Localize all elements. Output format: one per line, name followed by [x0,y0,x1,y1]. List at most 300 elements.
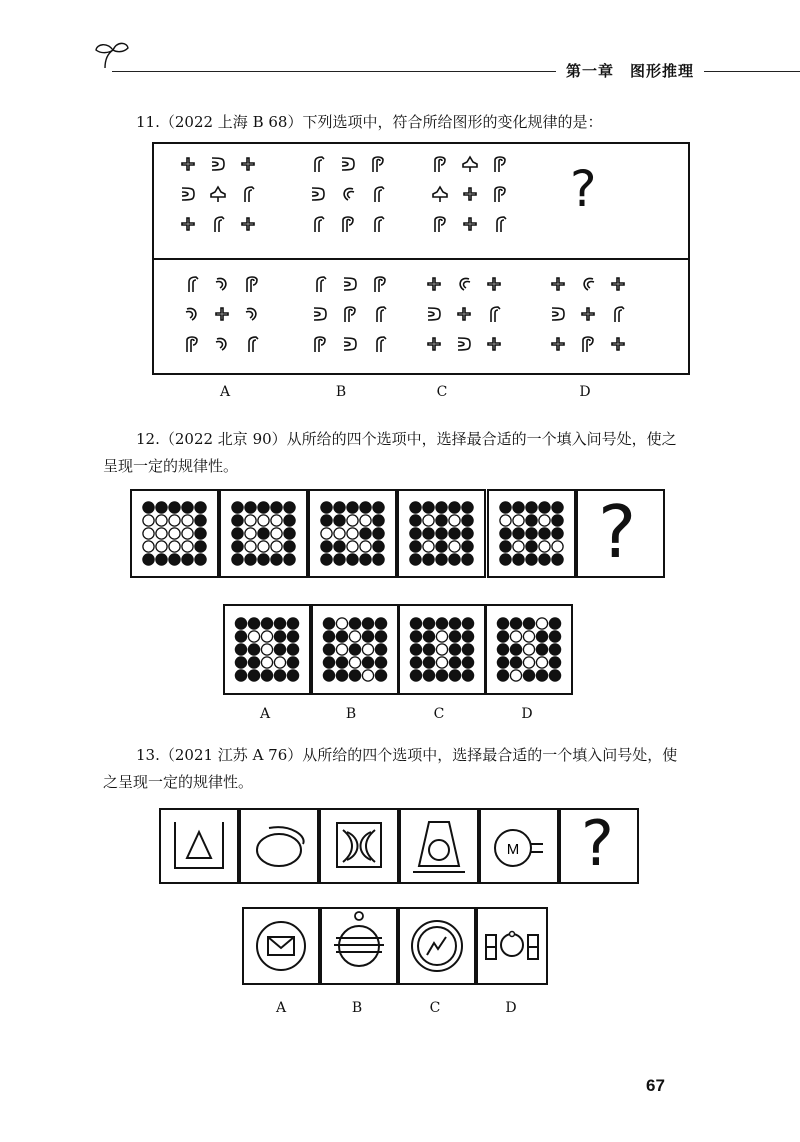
white-dot [539,515,550,526]
q12-option-c[interactable] [398,604,486,695]
white-dot [261,644,272,655]
white-dot [261,631,272,642]
curve-glyph-icon [458,338,470,350]
black-dot [195,528,206,539]
black-dot [423,554,434,565]
black-dot [462,541,473,552]
curve-glyph-icon [487,277,501,291]
black-dot [410,670,421,681]
black-dot [182,554,193,565]
white-dot [336,618,347,629]
q12-option-c-label[interactable]: C [433,706,445,722]
black-dot [410,554,421,565]
white-dot [169,515,180,526]
black-dot [375,670,386,681]
black-dot [373,554,384,565]
black-dot [143,502,154,513]
black-dot [169,502,180,513]
curve-glyph-icon [249,337,258,352]
dot-matrix [400,606,484,693]
black-dot [436,515,447,526]
white-dot [182,541,193,552]
black-dot [436,541,447,552]
black-dot [500,554,511,565]
curve-glyph-icon [315,217,324,232]
white-dot [245,515,256,526]
q11-option-grid-2[interactable] [314,277,386,352]
white-dot [261,657,272,668]
black-dot [349,670,360,681]
black-dot [436,618,447,629]
black-dot [323,631,334,642]
white-dot [349,657,360,668]
curve-glyph-icon [375,217,384,232]
black-dot [284,528,295,539]
white-dot [536,657,547,668]
black-dot [323,618,334,629]
white-dot [513,515,524,526]
curve-glyph-icon [457,307,471,321]
black-dot [500,528,511,539]
curve-glyph-icon [241,217,255,231]
black-dot [536,631,547,642]
curve-glyph-icon [551,337,565,351]
curve-glyph-icon [611,337,625,351]
curve-glyph-icon [187,337,197,352]
white-dot [245,541,256,552]
black-dot [323,644,334,655]
q12-panel-4 [397,489,486,578]
sprout-logo-icon [93,38,133,74]
q11-question-panels [154,144,688,370]
q13-panel-2 [239,808,319,884]
black-dot [274,644,285,655]
black-dot [248,657,259,668]
orbit-ellipse-icon [241,810,317,882]
black-dot [526,541,537,552]
black-dot [462,644,473,655]
black-dot [245,554,256,565]
curve-glyph-icon [212,158,224,170]
black-dot [423,657,434,668]
black-dot [462,670,473,681]
q12-option-d-label[interactable]: D [521,706,533,722]
q12-panel-3 [308,489,397,578]
bars-ring-icon [478,909,546,983]
motor-symbol-icon [481,810,557,882]
black-dot [232,541,243,552]
black-dot [549,657,560,668]
white-dot [449,541,460,552]
dot-matrix [310,491,395,576]
white-dot [258,515,269,526]
black-dot [235,644,246,655]
black-dot [423,528,434,539]
black-dot [410,631,421,642]
dot-matrix [225,606,309,693]
black-dot [423,618,434,629]
black-dot [423,644,434,655]
black-dot [334,554,345,565]
lightning-circle-icon [400,909,474,983]
q12-option-b-label[interactable]: B [345,706,357,722]
curve-glyph-icon [241,157,255,171]
curve-glyph-icon [247,277,257,292]
white-dot [523,644,534,655]
black-dot [449,644,460,655]
q12-panel-2 [219,489,308,578]
curve-glyph-icon [581,307,595,321]
black-dot [552,502,563,513]
black-dot [321,515,332,526]
black-dot [536,644,547,655]
white-dot [182,528,193,539]
dot-matrix [221,491,306,576]
black-dot [462,515,473,526]
black-dot [526,515,537,526]
q11-option-b-label[interactable]: B [335,384,347,400]
black-dot [362,618,373,629]
curve-glyph-icon [373,157,383,172]
black-dot [321,541,332,552]
dot-matrix [399,491,484,576]
white-dot [336,644,347,655]
white-dot [436,644,447,655]
white-dot [362,670,373,681]
q13-option-b-label[interactable]: B [351,1000,363,1016]
black-dot [334,502,345,513]
black-dot [258,554,269,565]
white-dot [360,541,371,552]
curve-glyph-icon [345,307,355,322]
white-dot [523,657,534,668]
black-dot [462,618,473,629]
black-dot [284,515,295,526]
q13-option-c[interactable] [398,907,476,985]
black-dot [510,618,521,629]
black-dot [284,541,295,552]
black-dot [462,502,473,513]
q13-option-a-label[interactable]: A [275,1000,287,1016]
curve-glyph-icon [181,157,195,171]
q11-question-grid-3 [433,157,506,232]
black-dot [143,554,154,565]
black-dot [287,657,298,668]
white-dot [423,541,434,552]
black-dot [274,618,285,629]
white-dot [349,631,360,642]
curve-glyph-icon [491,307,500,322]
dot-matrix [313,606,397,693]
black-dot [436,502,447,513]
black-dot [423,502,434,513]
black-dot [510,657,521,668]
black-dot [549,670,560,681]
q13-option-a[interactable] [242,907,320,985]
black-dot [287,644,298,655]
chapter-title: 第一章 图形推理 [566,62,695,80]
q11-text: 11.（2022 上海 B 68）下列选项中，符合所给图形的变化规律的是： [136,113,603,131]
black-dot [549,631,560,642]
black-dot [539,528,550,539]
black-dot [552,515,563,526]
black-dot [362,657,373,668]
white-dot [552,541,563,552]
black-dot [500,502,511,513]
black-dot [169,554,180,565]
black-dot [360,528,371,539]
black-dot [410,618,421,629]
curve-glyph-icon [583,337,593,352]
trapezoid-circle-icon [401,810,477,882]
curve-glyph-icon [215,307,229,321]
white-dot [245,528,256,539]
black-dot [287,631,298,642]
white-dot [423,515,434,526]
curve-glyph-icon [375,187,384,202]
black-dot [449,657,460,668]
black-dot [258,502,269,513]
curve-glyph-icon [435,157,445,172]
black-dot [336,657,347,668]
curve-glyph-icon [343,217,353,232]
curve-glyph-icon [495,187,505,202]
black-dot [321,502,332,513]
white-dot [362,644,373,655]
black-dot [526,554,537,565]
curve-glyph-icon [182,188,194,200]
curve-glyph-icon [312,188,324,200]
black-dot [323,670,334,681]
black-dot [523,670,534,681]
curve-glyph-icon [315,337,325,352]
black-dot [248,670,259,681]
black-dot [549,644,560,655]
white-dot [347,515,358,526]
black-dot [334,515,345,526]
black-dot [347,502,358,513]
white-dot [513,541,524,552]
black-dot [423,670,434,681]
q12-text-line1: 12.（2022 北京 90）从所给的四个选项中，选择最合适的一个填入问号处，使之 [136,430,677,448]
curve-glyph-icon [375,277,385,292]
white-dot [156,541,167,552]
header-rule-right [704,71,800,72]
black-dot [235,618,246,629]
black-dot [410,515,421,526]
curve-glyph-icon [615,307,624,322]
white-dot [271,528,282,539]
white-dot [143,515,154,526]
white-dot [360,515,371,526]
black-dot [373,528,384,539]
black-dot [449,528,460,539]
black-dot [449,554,460,565]
black-dot [274,670,285,681]
black-dot [523,618,534,629]
black-dot [284,554,295,565]
q11-option-d-label[interactable]: D [579,384,591,400]
black-dot [232,528,243,539]
curve-glyph-icon [428,308,440,320]
curve-glyph-icon [495,157,505,172]
q12-question-mark: ? [598,490,637,574]
dot-matrix [489,491,574,576]
curve-glyph-icon [551,277,565,291]
white-dot [539,541,550,552]
q13-text-line2: 之呈现一定的规律性。 [103,773,254,791]
black-dot [536,670,547,681]
curve-glyph-icon [215,217,224,232]
q11-option-grid-1[interactable] [186,277,258,352]
curve-glyph-icon [463,187,477,201]
black-dot [373,515,384,526]
black-dot [274,631,285,642]
white-dot [347,528,358,539]
white-dot [334,528,345,539]
black-dot [360,502,371,513]
q11-question-grid-1 [181,157,255,232]
black-dot [349,644,360,655]
header-rule-left [112,71,556,72]
black-dot [375,618,386,629]
white-dot [510,670,521,681]
white-dot [500,515,511,526]
curve-glyph-icon [611,277,625,291]
black-dot [500,541,511,552]
q12-text-line2: 呈现一定的规律性。 [103,457,239,475]
black-dot [552,528,563,539]
q13-option-d-label[interactable]: D [505,1000,517,1016]
black-dot [375,631,386,642]
curve-glyph-icon [463,157,477,172]
q11-option-grid-4[interactable] [551,277,625,352]
curve-glyph-icon [427,337,441,351]
q12-option-a-label[interactable]: A [259,706,271,722]
q11-option-grid-3[interactable] [427,277,501,351]
white-dot [258,541,269,552]
q13-panel-question [559,808,639,884]
black-dot [232,515,243,526]
page-number: 67 [646,1076,665,1095]
motor-letter: M [506,841,520,858]
black-dot [549,618,560,629]
curve-glyph-icon [584,278,594,290]
white-dot [271,515,282,526]
black-dot [321,554,332,565]
q12-panel-1 [130,489,219,578]
q11-question-mark: ? [570,160,597,218]
black-dot [539,554,550,565]
black-dot [360,554,371,565]
black-dot [336,631,347,642]
black-dot [513,528,524,539]
black-dot [248,644,259,655]
black-dot [195,502,206,513]
black-dot [449,618,460,629]
white-dot [536,618,547,629]
black-dot [156,554,167,565]
black-dot [497,618,508,629]
black-dot [195,515,206,526]
black-dot [261,670,272,681]
q13-question-mark: ? [581,807,614,880]
curve-glyph-icon [246,308,256,320]
black-dot [271,554,282,565]
q13-panel-4 [399,808,479,884]
black-dot [497,670,508,681]
black-dot [235,670,246,681]
curve-glyph-icon [181,217,195,231]
white-dot [156,515,167,526]
q13-option-c-label[interactable]: C [429,1000,441,1016]
black-dot [513,502,524,513]
curve-glyph-icon [463,217,477,231]
curve-glyph-icon [186,308,196,320]
black-dot [334,541,345,552]
black-dot [513,554,524,565]
black-dot [156,502,167,513]
curve-glyph-icon [427,277,441,291]
black-dot [449,631,460,642]
q11-option-a-label[interactable]: A [219,384,231,400]
white-dot [321,528,332,539]
curve-glyph-icon [460,278,470,290]
black-dot [375,644,386,655]
black-dot [462,554,473,565]
black-dot [539,502,550,513]
q11-question-grid-2 [312,157,384,232]
black-dot [182,502,193,513]
q13-option-d[interactable] [476,907,548,985]
black-dot [235,657,246,668]
black-dot [436,670,447,681]
tray-triangle-icon [161,810,237,882]
curve-glyph-icon [245,187,254,202]
curve-glyph-icon [435,217,445,232]
framed-curves-icon [321,810,397,882]
black-dot [258,528,269,539]
q13-option-b[interactable] [320,907,398,985]
white-dot [274,657,285,668]
white-dot [143,541,154,552]
black-dot [449,502,460,513]
curve-glyph-icon [344,338,356,350]
white-dot [436,657,447,668]
curve-glyph-icon [344,188,354,200]
q13-panel-1 [159,808,239,884]
q12-option-d[interactable] [485,604,573,695]
black-dot [336,670,347,681]
white-dot [156,528,167,539]
q11-option-c-label[interactable]: C [436,384,448,400]
curve-glyph-icon [497,217,506,232]
black-dot [462,631,473,642]
black-dot [552,554,563,565]
curve-glyph-icon [216,278,226,290]
white-dot [169,541,180,552]
q12-option-b[interactable] [311,604,399,695]
curve-glyph-icon [211,187,225,202]
curve-glyph-icon [433,187,447,202]
black-dot [347,554,358,565]
black-dot [195,554,206,565]
curve-glyph-icon [344,278,356,290]
black-dot [423,631,434,642]
q12-option-a[interactable] [223,604,311,695]
white-dot [271,541,282,552]
black-dot [497,644,508,655]
